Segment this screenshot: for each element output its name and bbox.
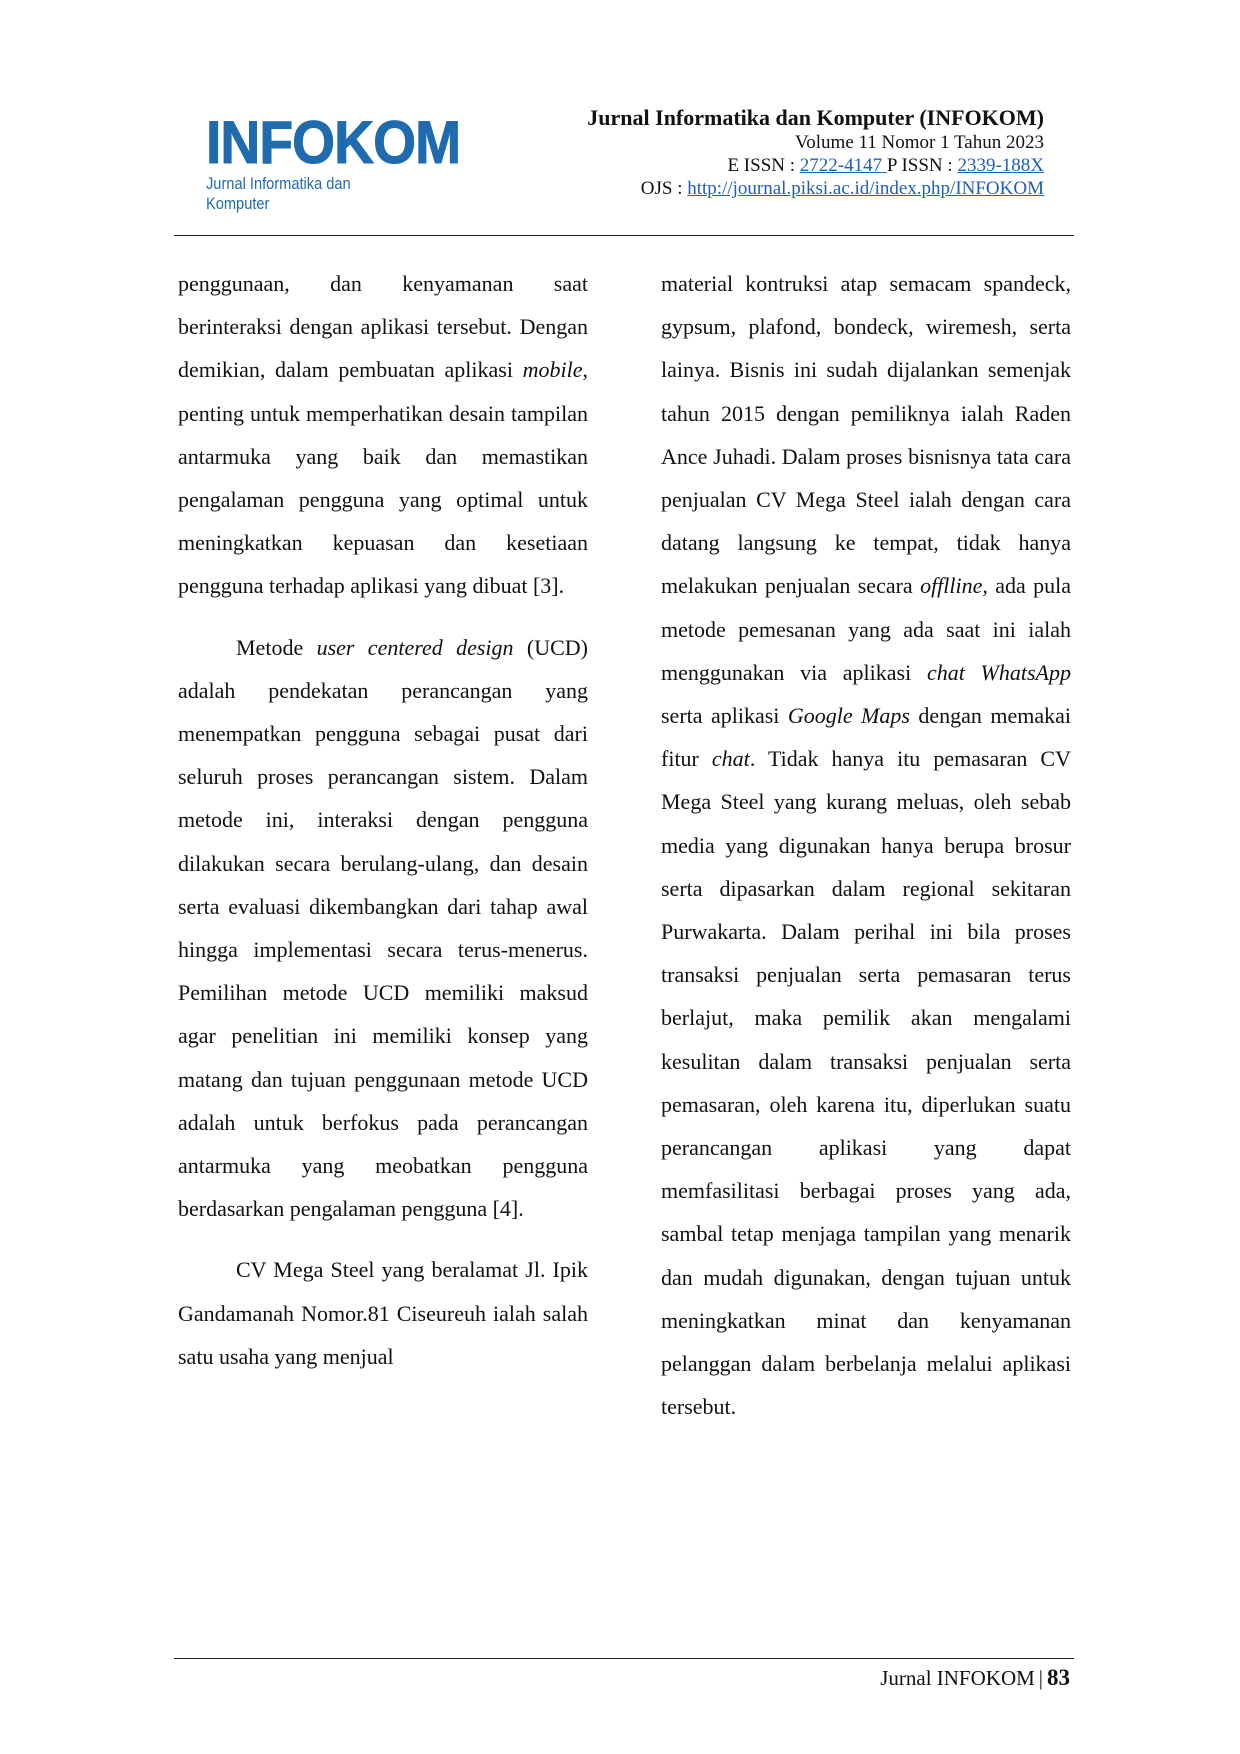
text-run: material kontruksi atap semacam spandeck, gypsum, plafond, bondeck, wiremesh, serta lainya. Bisnis ini sudah dijalankan semenjak tahun 2015 dengan pemiliknya ialah Raden Ance Juhadi. Dalam proses bisnisnya tata cara penjualan CV Mega Steel ialah dengan cara datang langsung ke tempat, tidak hanya melakukan penjualan secara <box>661 271 1071 599</box>
paragraph-ucd <box>178 626 588 1231</box>
page-number: 83 <box>1047 1665 1070 1690</box>
ojs-link[interactable]: http://journal.piksi.ac.id/index.php/INFOKOM <box>687 178 1044 199</box>
right-column <box>661 262 1071 1428</box>
italic-term: mobile <box>522 357 583 383</box>
journal-volume: Volume 11 Nomor 1 Tahun 2023 <box>794 132 1044 153</box>
footer-journal: Jurnal INFOKOM <box>880 1666 1035 1690</box>
italic-term: user centered design <box>316 634 514 660</box>
italic-term: Google Maps <box>787 703 910 729</box>
italic-term: offlline, <box>920 573 988 599</box>
logo-subtitle: Jurnal Informatika dan Komputer <box>206 174 351 213</box>
text-run: (UCD) adalah pendekatan perancangan yang menempatkan pengguna sebagai pusat dari seluruh proses perancangan sistem. Dalam metode ini, interaksi dengan pengguna dilakukan secara berulang-ulang, dan desain serta evaluasi dikembangkan dari tahap awal hingga implementasi secara terus-menerus. Pemilihan metode UCD memiliki maksud agar penelitian ini memiliki konsep yang matang dan tujuan penggunaan metode UCD adalah untuk berfokus pada perancangan antarmuka yang meobatkan pengguna berdasarkan pengalaman pengguna [4]. <box>178 634 588 1222</box>
italic-term: chat <box>711 746 750 772</box>
ojs-label: OJS : <box>640 178 688 199</box>
pissn-label: P ISSN : <box>886 155 958 176</box>
header-divider <box>174 235 1074 236</box>
footer-divider <box>174 1658 1074 1659</box>
text-run: . Tidak hanya itu pemasaran CV Mega Steel yang kurang meluas, oleh sebab media yang digunakan hanya berupa brosur serta dipasarkan dalam regional sekitaran Purwakarta. Dalam perihal ini bila proses transaksi penjualan serta pemasaran terus berlajut, maka pemilik akan mengalami kesulitan dalam transaksi penjualan serta pemasaran, oleh karena itu, diperlukan suatu perancangan aplikasi yang dapat memfasilitasi berbagai proses yang ada, sambal tetap menjaga tampilan yang menarik dan mudah digunakan, dengan tujuan untuk meningkatkan minat dan kenyamanan pelanggan dalam berbelanja melalui aplikasi tersebut. <box>661 746 1071 1420</box>
text-run: penggunaan, dan kenyamanan saat berinteraksi dengan aplikasi tersebut. Dengan demikian, dalam pembuatan aplikasi <box>178 271 588 383</box>
journal-title: Jurnal Informatika dan Komputer (INFOKOM) <box>587 105 1044 130</box>
text-run: Metode <box>236 634 317 660</box>
text-run: , penting untuk memperhatikan desain tampilan antarmuka yang baik dan memastikan pengalaman pengguna yang optimal untuk meningkatkan kepuasan dan kesetiaan pengguna terhadap aplikasi yang dibuat [3]. <box>178 357 588 599</box>
eissn-label: E ISSN : <box>727 155 800 176</box>
paragraph-business <box>661 262 1071 1428</box>
ojs-line <box>587 177 1044 200</box>
text-run: ada pula metode pemesanan yang ada saat ini ialah menggunakan via aplikasi <box>661 573 1072 685</box>
pissn-link[interactable]: 2339-188X <box>957 155 1044 176</box>
italic-term: chat WhatsApp <box>926 659 1071 685</box>
footer-separator: | <box>1038 1666 1043 1690</box>
text-run: serta aplikasi <box>661 703 788 729</box>
paragraph-continuation <box>178 262 588 608</box>
paragraph-cv-mega-steel: CV Mega Steel yang beralamat Jl. Ipik Gandamanah Nomor.81 Ciseureuh ialah salah satu usaha yang menjual <box>178 1257 588 1369</box>
journal-masthead <box>587 105 1044 200</box>
logo-wordmark: INFOKOM <box>206 109 461 176</box>
left-column <box>178 262 588 1378</box>
page-footer <box>880 1664 1070 1692</box>
issn-line <box>587 154 1044 177</box>
text-run: dengan memakai fitur <box>661 703 1071 772</box>
eissn-link[interactable]: 2722-4147 <box>799 155 887 176</box>
journal-logo <box>206 109 461 213</box>
